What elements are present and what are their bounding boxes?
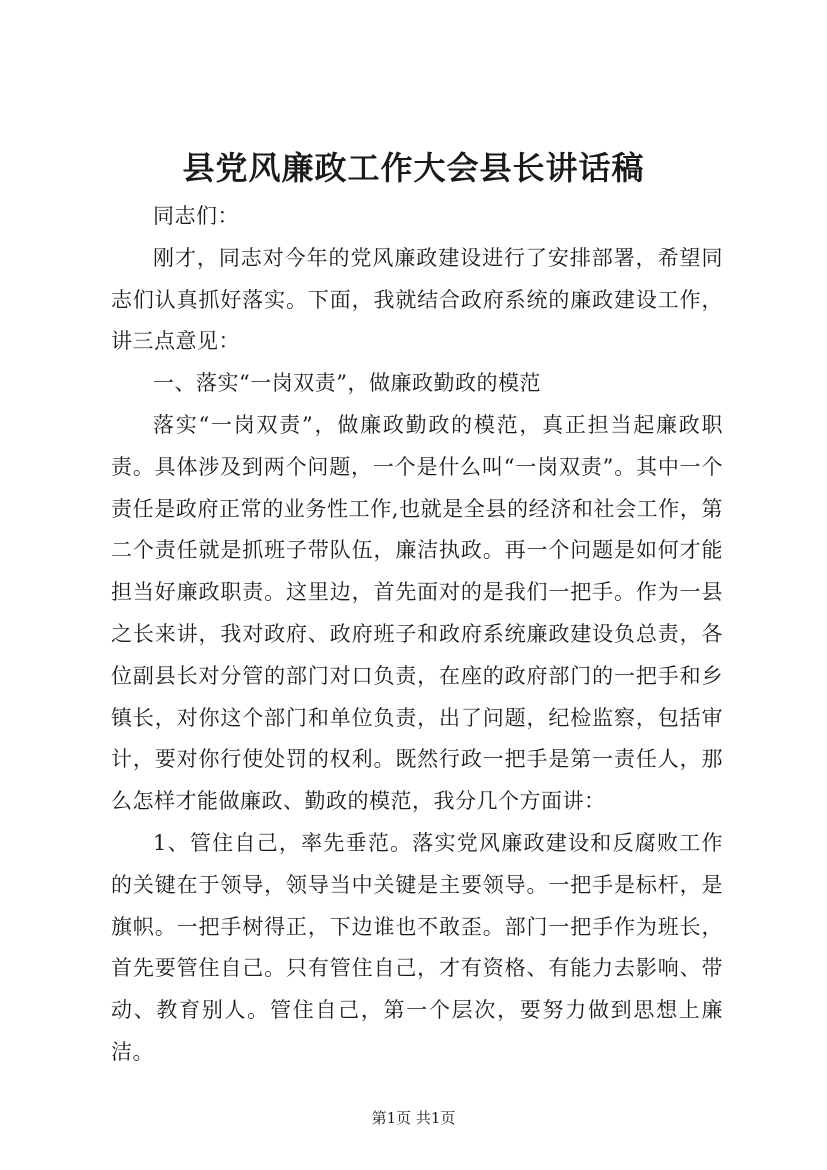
body-paragraph: 1、管住自己，率先垂范。落实党风廉政建设和反腐败工作的关键在于领导，领导当中关键是主要领导。一把手是标杆，是旗帜。一把手树得正，下边谁也不敢歪。部门一把手作为班长，首先要管住自己。只有管住自己，才有资格、有能力去影响、带动、教育别人。管住自己，第一个层次，要努力做到思想上廉洁。 [111, 830, 723, 1064]
document-body [111, 196, 723, 1074]
salutation-paragraph: 同志们： [153, 204, 239, 228]
page-number-footer: 第1页 共1页 [371, 1109, 456, 1127]
body-paragraph: 落实“一岗双责”，做廉政勤政的模范，真正担当起廉政职责。具体涉及到两个问题，一个是什么叫“一岗双责”。其中一个责任是政府正常的业务性工作,也就是全县的经济和社会工作，第二个责任就是抓班子带队伍，廉洁执政。再一个问题是如何才能担当好廉政职责。这里边，首先面对的是我们一把手。作为一县之长来讲，我对政府、政府班子和政府系统廉政建设负总责，各位副县长对分管的部门对口负责，在座的政府部门的一把手和乡镇长，对你这个部门和单位负责，出了问题，纪检监察，包括审计，要对你行使处罚的权利。既然行政一把手是第一责任人，那么怎样才能做廉政、勤政的模范，我分几个方面讲： [111, 412, 723, 814]
section-heading: 一、落实“一岗双责”，做廉政勤政的模范 [153, 371, 541, 396]
document-title: 县党风廉政工作大会县长讲话稿 [182, 149, 645, 187]
intro-paragraph: 刚才，同志对今年的党风廉政建设进行了安排部署，希望同志们认真抓好落实。下面，我就结合政府系统的廉政建设工作，讲三点意见： [111, 245, 723, 354]
